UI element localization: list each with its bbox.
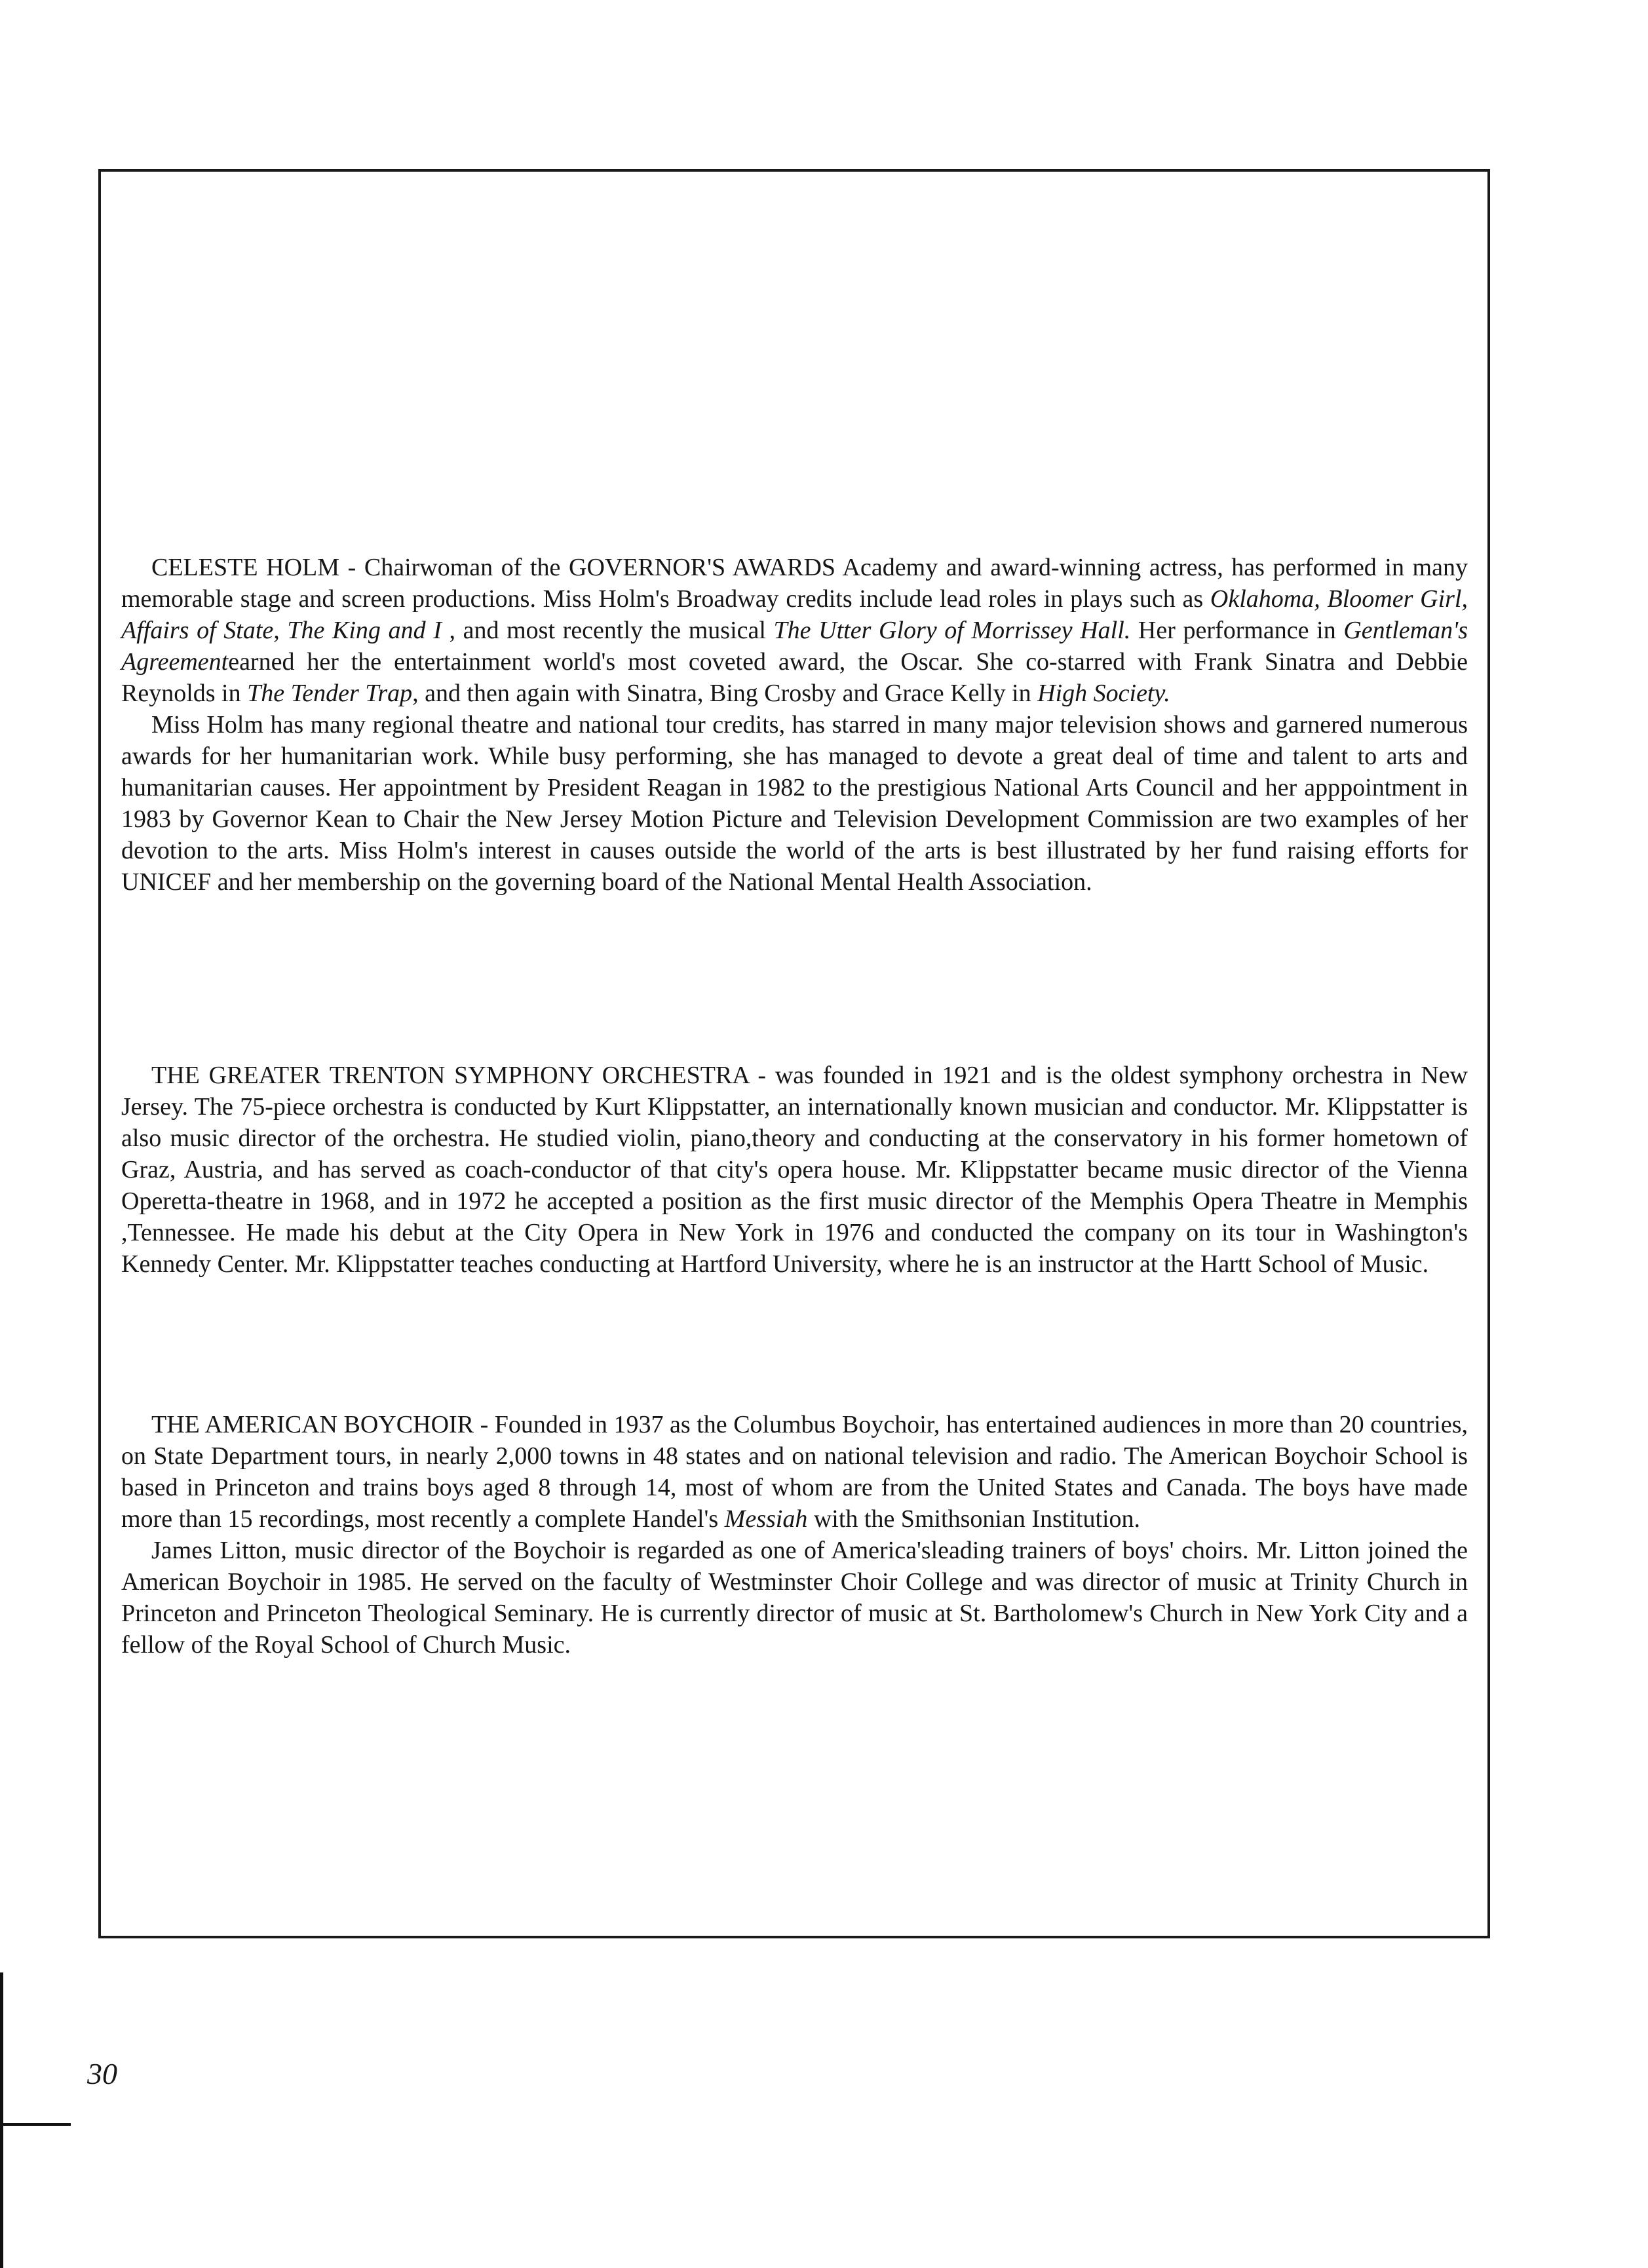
binding-edge-mark — [0, 1972, 3, 2268]
italic-title: Oklahoma, Bloomer Girl, Affairs of State, The King and I — [121, 585, 1468, 644]
page-number: 30 — [87, 2057, 117, 2090]
bio-celeste-holm — [121, 552, 1468, 898]
italic-title: The Tender Trap, — [247, 680, 419, 707]
text-run: Her performance in — [1130, 617, 1344, 644]
page-border-frame — [98, 169, 1490, 1938]
bio-paragraph: Miss Holm has many regional theatre and national tour credits, has starred in many major television shows and garnered numerous awards for her humanitarian work. While busy performing, she has managed to devote a great deal of time and talent to arts and humanitarian causes. Her appointment by President Reagan in 1982 to the prestigious National Arts Council and her apppointment in 1983 by Governor Kean to Chair the New Jersey Motion Picture and Television Development Commission are two examples of her devotion to the arts. Miss Holm's interest in causes outside the world of the arts is best illustrated by her fund raising efforts for UNICEF and her membership on the governing board of the National Mental Health Association. — [121, 711, 1468, 896]
bio-paragraph — [121, 552, 1468, 709]
bio-paragraph: THE GREATER TRENTON SYMPHONY ORCHESTRA - was founded in 1921 and is the oldest symphony orchestra in New Jersey. The 75-piece orchestra is conducted by Kurt Klippstatter, an internationally known musician and conductor. Mr. Klippstatter is also music director of the orchestra. He studied violin, piano,theory and conducting at the conservatory in his former hometown of Graz, Austria, and has served as coach-conductor of that city's opera house. Mr. Klippstatter became music director of the Vienna Operetta-theatre in 1968, and in 1972 he accepted a position as the first music director of the Memphis Opera Theatre in Memphis ,Tennessee. He made his debut at the City Opera in New York in 1976 and conducted the company on its tour in Washington's Kennedy Center. Mr. Klippstatter teaches conducting at Hartford University, where he is an instructor at the Hartt School of Music. — [121, 1062, 1468, 1278]
text-run: THE AMERICAN BOYCHOIR - Founded in 1937 as the Columbus Boychoir, has entertained audiences in more than 20 countries, on State Department tours, in nearly 2,000 towns in 48 states and on national television and radio. The American Boychoir School is based in Princeton and trains boys aged 8 through 14, most of whom are from the United States and Canada. The boys have made more than 15 recordings, most recently a complete Handel's — [121, 1411, 1468, 1533]
bio-paragraph: James Litton, music director of the Boychoir is regarded as one of America'sleading trainers of boys' choirs. Mr. Litton joined the American Boychoir in 1985. He served on the faculty of Westminster Choir College and was director of music at Trinity Church in Princeton and Princeton Theological Seminary. He is currently director of music at St. Bartholomew's Church in New York City and a fellow of the Royal School of Church Music. — [121, 1537, 1468, 1659]
text-run: CELESTE HOLM - Chairwoman of the GOVERNOR'S AWARDS Academy and award-winning actress, has performed in many memorable stage and screen productions. Miss Holm's Broadway credits include lead roles in plays such as — [121, 554, 1468, 613]
italic-title: High Society. — [1037, 680, 1170, 707]
bio-trenton-symphony — [121, 1060, 1468, 1280]
text-run: earned her the entertainment world's most coveted award, the Oscar. She co-starred with Frank Sinatra and Debbie Reynolds in — [121, 648, 1468, 707]
bio-american-boychoir — [121, 1409, 1468, 1661]
bio-paragraph — [121, 1409, 1468, 1535]
italic-title: Gentleman's Agreement — [121, 617, 1468, 676]
text-run: , and most recently the musical — [441, 617, 774, 644]
italic-title: Messiah — [724, 1505, 808, 1533]
text-run: and then again with Sinatra, Bing Crosby and Grace Kelly in — [418, 680, 1038, 707]
binding-edge-mark — [0, 2123, 71, 2126]
italic-title: The Utter Glory of Morrissey Hall. — [773, 617, 1131, 644]
text-run: with the Smithsonian Institution. — [807, 1505, 1141, 1533]
